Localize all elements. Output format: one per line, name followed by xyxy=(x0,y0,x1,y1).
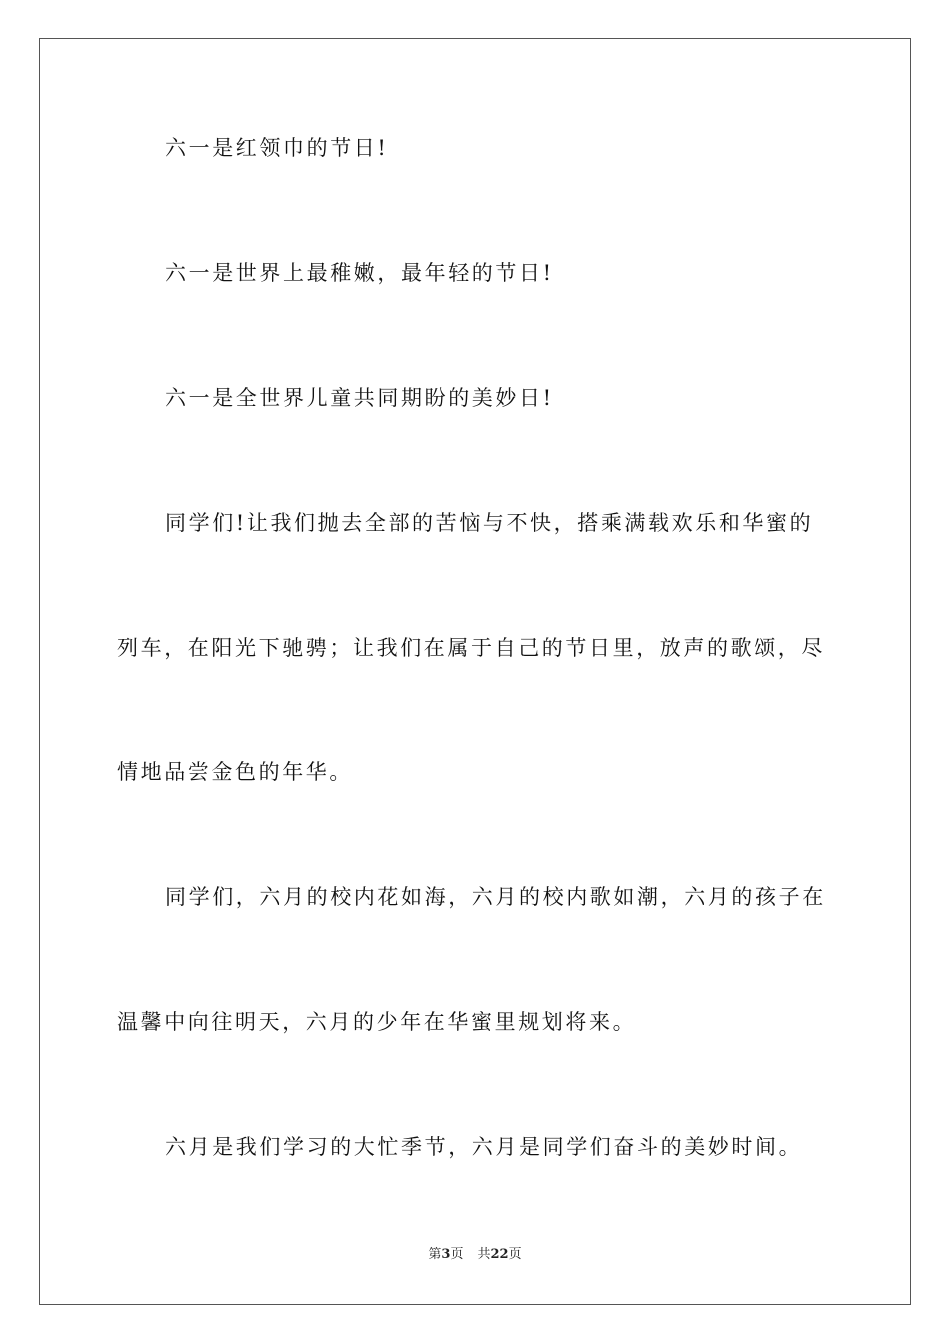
paragraph-line-1: 六一是红领巾的节日! xyxy=(165,136,389,160)
paragraph-line-4: 同学们!让我们抛去全部的苦恼与不快，搭乘满载欢乐和华蜜的 xyxy=(165,511,814,535)
paragraph-line-3: 六一是全世界儿童共同期盼的美妙日! xyxy=(165,386,554,410)
total-prefix: 共 xyxy=(477,1247,491,1262)
total-suffix: 页 xyxy=(508,1247,522,1262)
paragraph-line-2: 六一是世界上最稚嫩，最年轻的节日! xyxy=(165,261,554,285)
paragraph-line-8: 温馨中向往明天，六月的少年在华蜜里规划将来。 xyxy=(117,1010,637,1034)
page-suffix: 页 xyxy=(450,1247,464,1262)
paragraph-line-5: 列车，在阳光下驰骋；让我们在属于自己的节日里，放声的歌颂，尽 xyxy=(117,636,825,660)
paragraph-line-9: 六月是我们学习的大忙季节，六月是同学们奋斗的美妙时间。 xyxy=(165,1135,803,1159)
page-prefix: 第 xyxy=(428,1247,442,1262)
page-border xyxy=(39,38,911,1305)
paragraph-line-6: 情地品尝金色的年华。 xyxy=(117,760,353,784)
page-number: 3 xyxy=(441,1247,451,1262)
page-footer xyxy=(0,1245,950,1265)
total-pages: 22 xyxy=(490,1247,509,1262)
paragraph-line-7: 同学们，六月的校内花如海，六月的校内歌如潮，六月的孩子在 xyxy=(165,885,826,909)
